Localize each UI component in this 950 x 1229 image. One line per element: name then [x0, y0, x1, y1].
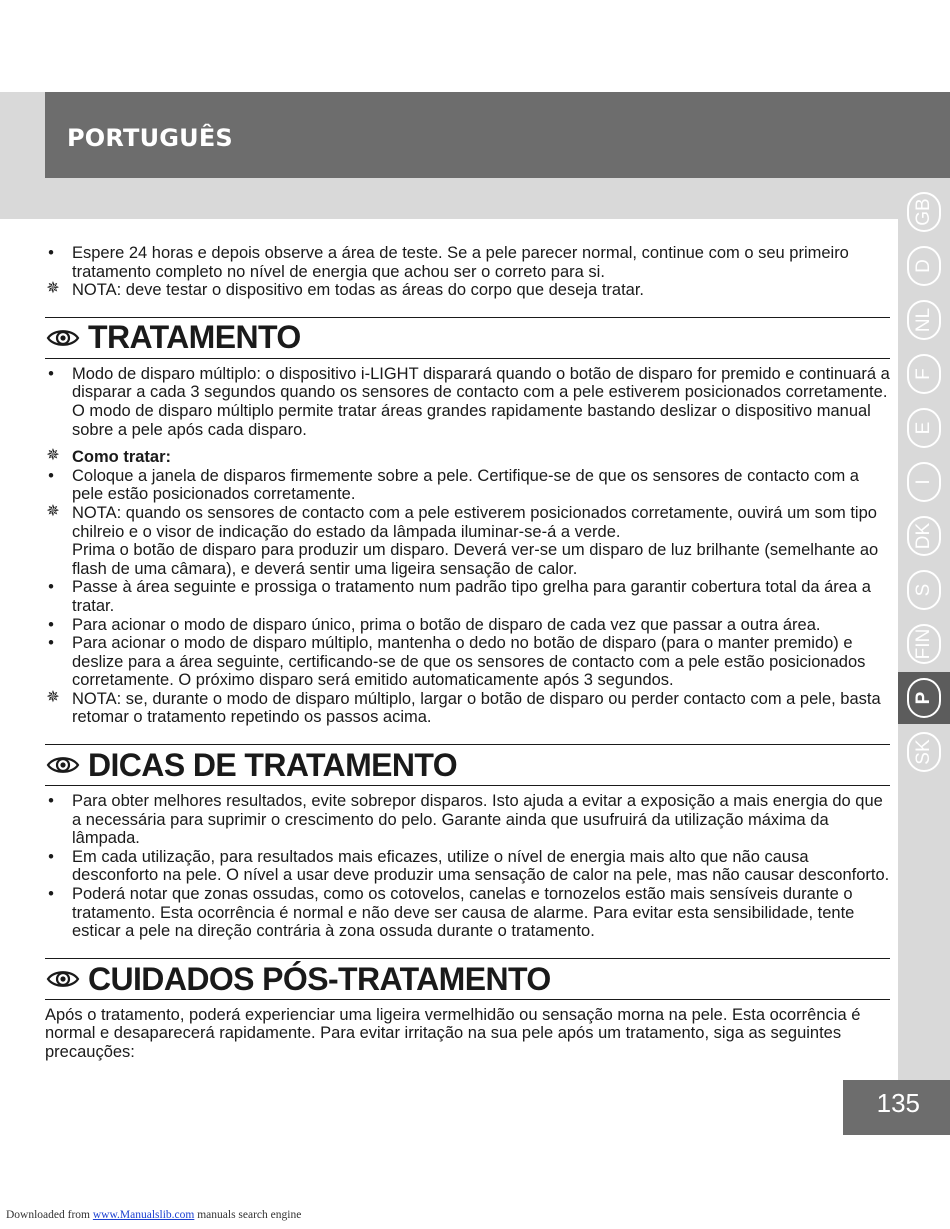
note-item [45, 690, 890, 727]
language-code: E [913, 421, 934, 435]
note-sun-icon: ✵ [46, 502, 60, 520]
language-code: F [913, 368, 934, 380]
note-item [45, 448, 890, 467]
paragraph: Prima o botão de disparo para produzir um disparo. Deverá ver-se um disparo de luz brilhante (semelhante ao flash de uma câmara), e deverá sentir uma ligeira sensação de calor. [72, 541, 879, 578]
bullet-icon: • [48, 792, 54, 811]
list-item [45, 616, 890, 635]
note-sun-icon: ✵ [46, 280, 60, 298]
note-sun-icon: ✵ [46, 688, 60, 706]
list-item [45, 467, 890, 504]
language-tab-e[interactable] [903, 402, 945, 454]
section-header-dicas [45, 744, 890, 786]
language-tab-f[interactable] [903, 348, 945, 400]
eye-icon [46, 327, 80, 349]
language-tab-p[interactable] [898, 672, 950, 724]
language-sidebar [898, 185, 950, 1080]
language-code: NL [913, 307, 934, 333]
list-item [45, 578, 890, 615]
note-item [45, 281, 890, 300]
language-code: I [913, 479, 934, 485]
bullet-text: Coloque a janela de disparos firmemente sobre a pele. Certifique-se de que os sensores de contacto com a pele estão posicionados corretamente. [72, 466, 859, 504]
main-content [45, 244, 890, 1062]
language-tab-nl[interactable] [903, 294, 945, 346]
language-code: S [913, 583, 934, 597]
bullet-icon: • [48, 615, 54, 634]
paragraph: Após o tratamento, poderá experienciar uma ligeira vermelhidão ou sensação morna na pele. Esta ocorrência é normal e desaparecerá rapidamente. Para evitar irritação na sua pele após um tratamento, siga as seguintes precauções: [45, 1005, 861, 1061]
bullet-icon: • [48, 578, 54, 597]
section-title: CUIDADOS PÓS-TRATAMENTO [88, 960, 551, 997]
list-item [45, 244, 890, 281]
page-number: 135 [876, 1088, 920, 1118]
note-text: NOTA: se, durante o modo de disparo múltiplo, largar o botão de disparo ou perder contacto com a pele, basta retomar o tratamento repetindo os passos acima. [72, 689, 881, 727]
note-item [45, 504, 890, 541]
bullet-icon: • [48, 244, 54, 262]
list-item [45, 848, 890, 885]
bullet-text: Para acionar o modo de disparo múltiplo, mantenha o dedo no botão de disparo (para o manter premido) e deslize para a área seguinte, certificando-se de que os sensores de contacto com a pele estão posicionados corretamente. O próximo disparo será emitido automaticamente após 3 segundos. [72, 634, 866, 690]
bullet-text: Poderá notar que zonas ossudas, como os cotovelos, canelas e tornozelos estão mais sensíveis durante o tratamento. Esta ocorrência é normal e não deve ser causa de alarme. Para evitar esta sensibilidade, tente esticar a pele na direção contrária à zona ossuda durante o tratamento. [72, 885, 855, 941]
language-code: FIN [913, 628, 934, 660]
language-code: GB [913, 198, 934, 226]
list-item [45, 885, 890, 941]
section-title: TRATAMENTO [88, 319, 301, 356]
language-tab-i[interactable] [903, 456, 945, 508]
section-title: DICAS DE TRATAMENTO [88, 746, 458, 783]
bullet-text: Em cada utilização, para resultados mais eficazes, utilize o nível de energia mais alto que não causa desconforto na pele. O nível a usar deve produzir uma sensação de calor na pele, mas não causar desconforto. [72, 847, 890, 885]
list-item [45, 365, 890, 439]
bullet-text: Espere 24 horas e depois observe a área de teste. Se a pele parecer normal, continue com o seu primeiro tratamento completo no nível de energia que achou ser o correto para si. [72, 244, 849, 281]
bullet-icon: • [48, 634, 54, 653]
footer-link[interactable]: www.Manualslib.com [92, 1209, 195, 1221]
subheading: Como tratar: [72, 448, 172, 467]
language-code: SK [913, 739, 934, 765]
section-header-tratamento [45, 317, 890, 359]
section-header-cuidados [45, 958, 890, 1000]
language-code: P [913, 691, 934, 705]
note-text: NOTA: deve testar o dispositivo em todas as áreas do corpo que deseja tratar. [72, 281, 644, 300]
language-tab-sk[interactable] [903, 726, 945, 778]
bullet-icon: • [48, 466, 54, 485]
note-text: NOTA: quando os sensores de contacto com a pele estiverem posicionados corretamente, ouvirá um som tipo chilreio e o visor de indicação do estado da lâmpada iluminar-se-á a verde. [72, 503, 877, 541]
bullet-icon: • [48, 364, 54, 383]
header-bar [45, 92, 950, 178]
footer [6, 1209, 301, 1221]
language-tab-s[interactable] [903, 564, 945, 616]
language-code: D [913, 259, 934, 273]
bullet-icon: • [48, 885, 54, 904]
list-item [45, 634, 890, 690]
footer-prefix: Downloaded from [6, 1209, 93, 1221]
eye-icon [46, 968, 80, 990]
language-tab-fin[interactable] [903, 618, 945, 670]
language-code: DK [913, 522, 934, 550]
footer-suffix: manuals search engine [194, 1209, 302, 1221]
language-tab-gb[interactable] [903, 186, 945, 238]
bullet-text: Modo de disparo múltiplo: o dispositivo i-LIGHT disparará quando o botão de disparo for premido e continuará a disparar a cada 3 segundos quando os sensores de contacto com a pele estiverem posicionados corretamente. O modo de disparo múltiplo permite tratar áreas grandes rapidamente bastando deslizar o dispositivo manual sobre a pele após cada disparo. [72, 364, 890, 439]
bullet-text: Para acionar o modo de disparo único, prima o botão de disparo de cada vez que passar a outra área. [72, 615, 821, 634]
page-title: PORTUGUÊS [67, 124, 233, 152]
note-sun-icon: ✵ [46, 447, 60, 465]
bullet-icon: • [48, 847, 54, 866]
language-tab-d[interactable] [903, 240, 945, 292]
bullet-text: Para obter melhores resultados, evite sobrepor disparos. Isto ajuda a evitar a exposição a mais energia do que a necessária para suprimir o crescimento do pelo. Garante ainda que usufruirá da utilização máxima da lâmpada. [72, 792, 883, 848]
language-tab-dk[interactable] [903, 510, 945, 562]
bullet-text: Passe à área seguinte e prossiga o tratamento num padrão tipo grelha para garantir cobertura total da área a tratar. [72, 578, 871, 615]
page-number-box [843, 1080, 950, 1135]
list-item [45, 792, 890, 848]
eye-icon [46, 754, 80, 776]
